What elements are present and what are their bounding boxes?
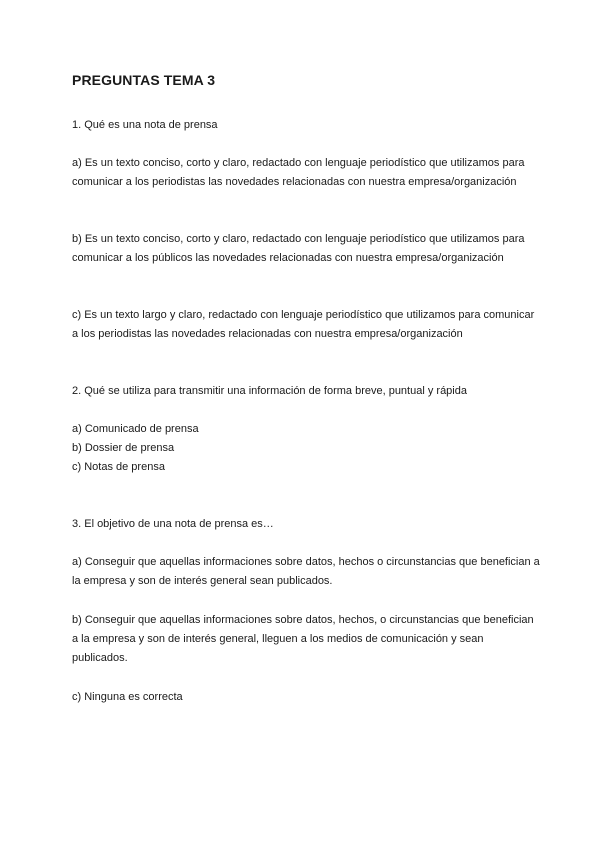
option-text: a) Conseguir que aquellas informaciones sobre datos, hechos o circunstancias que benefician a la empresa y son de interés general sean publicados. xyxy=(72,556,540,587)
question-1-option-c xyxy=(72,306,542,344)
option-text: c) Ninguna es correcta xyxy=(72,691,183,703)
question-3-option-c xyxy=(72,688,542,707)
option-text: b) Conseguir que aquellas informaciones sobre datos, hechos, o circunstancias que benefician a la empresa y son de interés general, lleguen a los medios de comunicación y sean publicados. xyxy=(72,614,534,664)
question-text: 3. El objetivo de una nota de prensa es… xyxy=(72,518,274,530)
document-title: PREGUNTAS TEMA 3 xyxy=(72,72,216,88)
question-3-prompt xyxy=(72,515,542,534)
option-text: a) Comunicado de prensa xyxy=(72,423,199,435)
question-2-options xyxy=(72,420,542,477)
option-text: b) Es un texto conciso, corto y claro, redactado con lenguaje periodístico que utilizamos para comunicar a los públicos las novedades relacionadas con nuestra empresa/organización xyxy=(72,233,525,264)
question-text: 1. Qué es una nota de prensa xyxy=(72,119,218,131)
option-text: a) Es un texto conciso, corto y claro, redactado con lenguaje periodístico que utilizamos para comunicar a los periodistas las novedades relacionadas con nuestra empresa/organización xyxy=(72,157,525,188)
question-1-prompt xyxy=(72,116,542,135)
question-3-option-b xyxy=(72,611,542,668)
option-text: c) Notas de prensa xyxy=(72,461,165,473)
question-3-option-a xyxy=(72,553,542,591)
option-text: b) Dossier de prensa xyxy=(72,442,175,454)
question-2-prompt xyxy=(72,382,542,401)
question-1-option-b xyxy=(72,230,542,268)
question-text: 2. Qué se utiliza para transmitir una información de forma breve, puntual y rápida xyxy=(72,385,467,397)
question-1-option-a xyxy=(72,154,542,192)
option-text: c) Es un texto largo y claro, redactado con lenguaje periodístico que utilizamos para comunicar a los periodistas las novedades relacionadas con nuestra empresa/organización xyxy=(72,309,535,340)
